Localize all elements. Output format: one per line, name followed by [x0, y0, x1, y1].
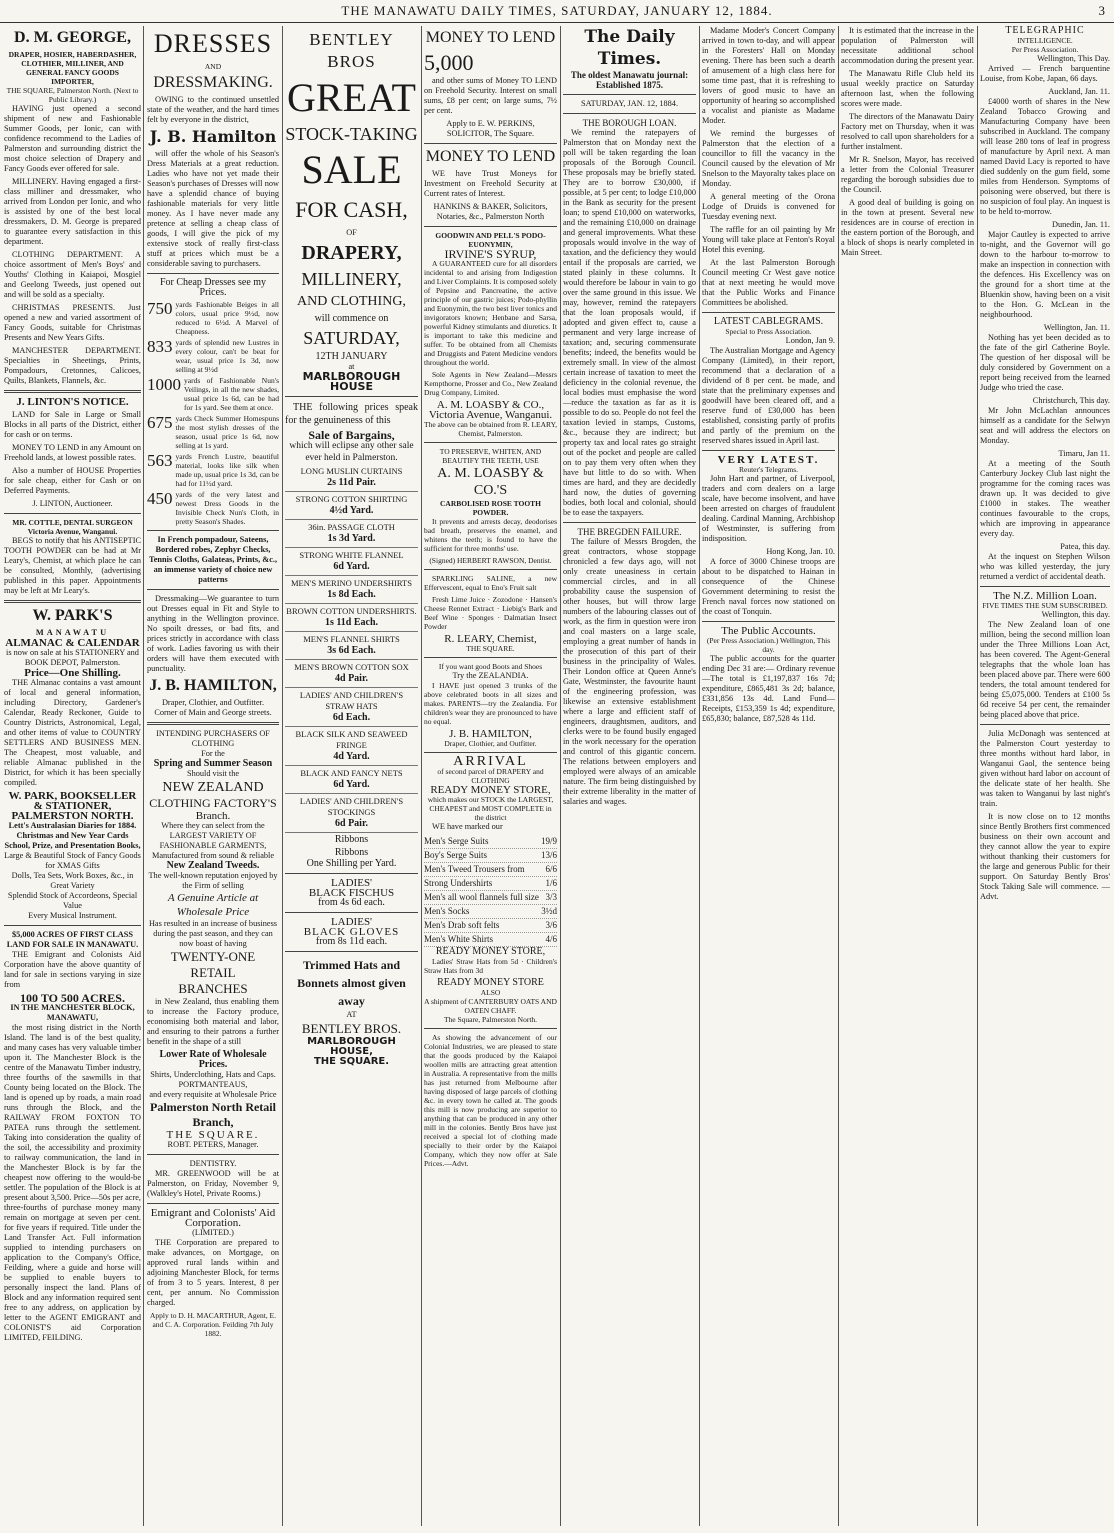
- public-accounts-sub: (Per Press Association.) Wellington, This day.: [706, 636, 831, 654]
- intend-heading: INTENDING PURCHASERS OF CLOTHING: [156, 729, 270, 748]
- masthead: [0, 0, 1114, 23]
- sale-line-price: 6d Pair.: [335, 818, 368, 829]
- price-row: [424, 919, 557, 933]
- park-cards: Christmas and New Year Cards: [16, 831, 129, 840]
- zealandia: Try the ZEALANDIA.: [452, 671, 529, 680]
- dress-item-quantity: 750: [147, 299, 173, 318]
- kaiapoi-advt: As showing the advancement of our Colonial Industries, we are pleased to state that the goods produced by the Kaiapoi woollen mills are attracting great attention in Australia. A representative from the mills has just returned from Melbourne after having disposed of large parcels of clothing &c. in every town he called at. The goods this mill is now producing are superior to anything that can be produced in any other mill in the colonies. Bently Bros have just received a special lot of clothing made specially to their order by the Kaiapoi Company, which they now offer at Sale Prices.—Advt.: [424, 1033, 557, 1168]
- column-rule: [560, 26, 561, 1526]
- george-clothing: CLOTHING DEPARTMENT. A choice assortment of Men's Boys' and Youths' Clothing in Kaiapoi, Mosgiel and Geelong Tweeds, just opened out and will be sold as a specialty.: [4, 250, 141, 299]
- daily-times-title: The Daily Times.: [584, 27, 675, 69]
- dentistry-heading: DENTISTRY.: [189, 1159, 237, 1168]
- dressmaking-heading: DRESSMAKING.: [153, 74, 273, 91]
- column-rule: [143, 26, 144, 1526]
- marked-heading: WE have marked our: [432, 822, 503, 831]
- wellington-dateline: Wellington, This Day.: [1037, 54, 1110, 63]
- col6-para-4: The raffle for an oil painting by Mr Young will take place at Fenton's Royal Hotel this evening.: [702, 225, 835, 254]
- column-2: [147, 26, 279, 1526]
- price-row: [424, 877, 557, 891]
- ready-price-list: [424, 835, 557, 947]
- drapery: DRAPERY,: [301, 242, 402, 264]
- five-times: FIVE TIMES THE SUM SUBSCRIBED.: [982, 601, 1108, 610]
- park-now: is now on sale at his STATIONERY and BOOK DEPOT, Palmerston.: [6, 648, 139, 667]
- sale-line-price: 6d Yard.: [333, 561, 370, 572]
- column-1: [4, 26, 141, 1526]
- telegraphic-pa: Per Press Association.: [1011, 45, 1079, 54]
- borough-loan-heading: THE BOROUGH LOAN.: [582, 118, 677, 128]
- arrival-body: of second parcel of DRAPERY and CLOTHING: [437, 767, 544, 785]
- oldest-journal: The oldest Manawatu journal: Established 1875.: [570, 70, 689, 90]
- fischus-price: from 4s 6d each.: [318, 897, 385, 908]
- corp-body: THE Corporation are prepared to make advances, on Mortgage, on approved rural lands within and adjoining Manchester Block, for terms of from 3 to 5 years. Interest, 8 per cent, per annum. No Commission charged.: [147, 1238, 279, 1307]
- jbh-name: J. B. HAMILTON,: [149, 677, 277, 694]
- podo-heading: GOODWIN AND PELL'S PODO-EUONYMIN,: [435, 231, 546, 249]
- price-row-item: Men's White Shirts: [424, 934, 493, 944]
- leary-square: THE SQUARE.: [466, 644, 515, 653]
- sale-line: [285, 766, 418, 794]
- also: ALSO: [480, 988, 501, 997]
- dress-item-text: yards French Lustre, beautiful material, looks like silk when made up, usual price 1s 3d, can be had for 11½d yard.: [175, 452, 279, 488]
- dress-item-text: yards of splendid new Lustres in every colour, can't be beat for wear, usual price 1s 3d, now selling at 9½d: [175, 338, 279, 374]
- park-almanac: ALMANAC & CALENDAR: [5, 637, 140, 649]
- sale-line-price: 6d Each.: [332, 712, 371, 723]
- price-row-value: 4/6: [545, 934, 557, 944]
- million-loan-heading: The N.Z. Million Loan.: [993, 590, 1097, 602]
- gloves-price: from 8s 11d each.: [315, 936, 388, 947]
- portmanteaus: PORTMANTEAUS,: [178, 1080, 248, 1089]
- ladies-2: LADIES': [330, 916, 373, 928]
- jbh-trade: Draper, Clothier, and Outfitter.: [161, 698, 265, 707]
- wellington-text: Arrived — French barquentine Louise, from Kobe, Japan, 66 days.: [980, 64, 1110, 83]
- sale-line-price: 2s 11d Pair.: [327, 477, 376, 488]
- bentley-bros: BENTLEY BROS.: [301, 1021, 402, 1036]
- spring-summer: Spring and Summer Season: [153, 758, 273, 769]
- very-latest: VERY LATEST.: [717, 454, 820, 466]
- bregden-heading: THE BREGDEN FAILURE.: [577, 527, 682, 537]
- price-row: [424, 891, 557, 905]
- ladies-1: LADIES': [330, 877, 373, 889]
- sale-line-item: MEN'S FLANNEL SHIRTS: [303, 634, 400, 644]
- for-cash: FOR CASH,: [295, 197, 408, 222]
- sale-line-price: 1s 11d Each.: [324, 617, 379, 628]
- sale-line-item: LADIES' AND CHILDREN'S STOCKINGS: [299, 796, 404, 817]
- oats-shipment: A shipment of CANTERBURY OATS AND OATEN CHAFF.: [424, 997, 557, 1015]
- dresses-body: OWING to the continued unsettled state of the weather, and the hard times felt by everyone in the district,: [147, 95, 279, 124]
- dress-item: [147, 414, 279, 450]
- christchurch-text: Mr John McLachlan announces himself as a candidate for the Selwyn seat and will address the electors on Monday.: [980, 406, 1110, 445]
- cottle-heading: MR. COTTLE, DENTAL SURGEON Victoria Avenue, Wanganui.: [12, 518, 133, 536]
- col7-para-1: It is estimated that the increase in the population of Palmerston will necessitate additional school accommodation during the present year.: [841, 26, 974, 65]
- dresses-heading: DRESSES: [153, 29, 273, 58]
- emigrant-body: THE Emigrant and Colonists Aid Corporation have the above quantity of land for sale in sections varying in size from: [4, 950, 141, 989]
- every-requisite: and every requisite at Wholesale Price: [149, 1090, 277, 1099]
- column-rule: [699, 26, 700, 1526]
- the-square: THE SQUARE.: [166, 1129, 260, 1141]
- auckland-text: £4000 worth of shares in the New Zealand Tobacco Growing and Manufacturing Company have been subscribed in Auckland. The company will lease 280 tons of leaf in progress of manufacture by April next. A man named David Lacy is reported to have died suddenly on the gum field, some miles from Henderson. Symptoms of poisoning were observed, but there is no suspicion of foul play. An inquest is to be held to-morrow.: [980, 97, 1110, 216]
- emigrant-text: the most rising district in the North Island. The land is of the best quality, and many cases has very valuable timber upon it. The Manchester Block is the centre of the Manawatu Timber industry, three fourths of the sawmills in that County being located on the Block. The land is opened up by roads, a main road runs through the Block, and the RAILWAY FROM FOXTON TO PATEA runs through the settlement. Taking into consideration the quality of the soil, the accessibility and proximity to railway communication, the land in the Manchester Block is by far the cheapest now offering to the would-be settler. The population of the Block is at present about 3,500. Price—50s per acre, three-fourths of purchase money many remain on mortgage at seven per cent. for five years if required. Title under the Land Transfer Act. Full information supplied to intending purchasers on application to the Company's Office, Feilding, where a guide and horse will be supplied to enable buyers to personally inspect the land. Plans of Block and any information required sent free to any address, on application by letter to the AGENT EMIGRANT and COLONIST'S aid Corporation LIMITED, FEILDING.: [4, 1023, 141, 1342]
- cable-sub: Special to Press Association.: [725, 327, 812, 336]
- dress-item-list: [147, 300, 279, 526]
- bently-advt: It is now close on to 12 months since Bently Brothers first commenced business on their own account and they cannot allow the year to expire without thanking their customers for the large and generous Public for their support. On Saturday Bently Bros' Stock Taking Sale will commence. —Advt.: [980, 812, 1110, 901]
- col7-para-4: Mr R. Snelson, Mayor, has received a letter from the Colonial Treasurer regarding the borough subsidies due to the Council.: [841, 155, 974, 194]
- sale-line-item: MEN'S BROWN COTTON SOX: [294, 662, 409, 672]
- george-heading: D. M. GEORGE,: [14, 29, 131, 46]
- sale-line-item: STRONG COTTON SHIRTING: [295, 494, 408, 504]
- the-square-3: THE SQUARE.: [313, 1056, 390, 1067]
- money-heading-2: MONEY TO LEND: [425, 148, 556, 165]
- hongkong-text: A force of 3000 Chinese troops are about to be dispatched to Hainan in consequence of the Chinese Government determining to resist the French naval forces now stationed on the coast of Tonquin.: [702, 557, 835, 616]
- shirts-line: Shirts, Underclothing, Hats and Caps.: [150, 1070, 276, 1079]
- sale-line-price: 1s 3d Yard.: [327, 533, 376, 544]
- boots-body: I HAVE just opened 3 trunks of the above celebrated boots in all sizes and makes. PARENTS—try the Zealandia. For children's wear they are pronounced to have no equal.: [424, 681, 557, 726]
- money-heading: MONEY TO LEND: [425, 29, 556, 46]
- sale-line: [285, 604, 418, 632]
- sale-line-price: 4d Pair.: [335, 673, 368, 684]
- dress-item-quantity: 675: [147, 413, 173, 432]
- nz-heading: NEW ZEALAND: [162, 780, 264, 795]
- auckland-dateline: Auckland, Jan. 11.: [1048, 87, 1110, 96]
- park-sub: MANAWATU: [35, 628, 110, 637]
- one-shilling: One Shilling per Yard.: [306, 858, 397, 869]
- greenwood-notice: MR. GREENWOOD will be at Palmerston, on Friday, November 9, (Walkley's Hotel, Private Rooms.): [147, 1169, 279, 1198]
- stock-taking: STOCK-TAKING: [285, 124, 418, 144]
- perkins-apply: Apply to E. W. PERKINS, SOLICITOR, The Square.: [446, 119, 535, 138]
- dress-item-quantity: 563: [147, 451, 173, 470]
- dressmaking-notice: Dressmaking—We guarantee to turn out Dresses equal in Fit and Style to anything in the Wellington province. No spoilt dresses, or bad fits, and prices strictly in accordance with class of work. Ladies favoring us with their orders will have them executed with punctuality.: [147, 594, 279, 673]
- lower-rate: Lower Rate of Wholesale Prices.: [159, 1049, 267, 1070]
- column-3: [285, 26, 418, 1526]
- linton-signature: J. LINTON, Auctioneer.: [32, 499, 113, 508]
- loasby-name: A. M. LOASBY & CO.,: [436, 399, 545, 411]
- loasby-agents: Sole Agents in New Zealand—Messrs Kempthorne, Prosser and Co., New Zealand Drug Company, Limited.: [424, 370, 557, 397]
- peters-manager: ROBT. PETERS, Manager.: [167, 1140, 259, 1149]
- leary-chemist: R. LEARY, Chemist,: [444, 633, 537, 645]
- patea-dateline: Patea, this day.: [1060, 542, 1110, 551]
- straw-hats: Ladies' Straw Hats from 5d · Children's Straw Hats from 3d: [424, 957, 557, 975]
- ribbons-2: Ribbons: [334, 847, 369, 858]
- george-manchester: MANCHESTER DEPARTMENT. Specialties in Sheetings, Prints, Pompadours, Cretonnes, Calicoes, Quilts, Blankets, Flannels, &c.: [4, 346, 141, 385]
- wellington-dateline-3: Wellington, this day.: [1041, 610, 1110, 619]
- public-accounts-text: The public accounts for the quarter ending Dec 31 are:— Ordinary revenue—The total is £1,197,837 16s 7d; expenditure, £865,481 3s 2d; balance, £331,856 13s 4d. Land Fund—Receipts, £153,359 1s 4d; expenditure, £65,830; balance, £87,528 4s 11d.: [702, 654, 835, 723]
- price-row-value: 13/6: [540, 850, 557, 860]
- telegraphic-sub: INTELLIGENCE.: [1017, 36, 1073, 45]
- timaru-text: At a meeting of the South Canterbury Jockey Club last night the programme for the coming races was drawn up. It was decided to give £1000 in stakes. The weather continues favourable to the crops, which are improving in appearance every day.: [980, 459, 1110, 538]
- sale-line-item: LADIES' AND CHILDREN'S STRAW HATS: [299, 690, 404, 711]
- sale-line-item: STRONG WHITE FLANNEL: [299, 550, 404, 560]
- loasby-address: Victoria Avenue, Wanganui.: [428, 409, 553, 421]
- park-dolls: Dolls, Tea Sets, Work Boxes, &c., in Great Variety: [11, 871, 134, 890]
- ready-money-3: READY MONEY STORE: [437, 977, 544, 988]
- park-books: School, Prize, and Presentation Books,: [4, 841, 141, 850]
- leary-note: The above can be obtained from R. LEARY, Chemist, Palmerston.: [424, 420, 557, 438]
- dress-item-quantity: 450: [147, 489, 173, 508]
- carbolised: CARBOLISED ROSE TOOTH POWDER.: [439, 499, 541, 517]
- sparkling-saline: SPARKLING SALINE, a new Effervescent, equal to Eno's Fruit salt: [424, 574, 557, 592]
- emigrant-block: IN THE MANCHESTER BLOCK, MANAWATU,: [10, 1003, 135, 1022]
- column-4: [424, 26, 557, 1526]
- sale-of-bargains: Sale of Bargains,: [308, 428, 395, 442]
- linton-land: LAND for Sale in Large or Small Blocks in all parts of the District, either for cash or on terms.: [4, 410, 141, 439]
- sale-line: [285, 632, 418, 660]
- sale-line: [285, 548, 418, 576]
- column-5: [563, 26, 696, 1526]
- reuter-heading: Reuter's Telegrams.: [738, 465, 798, 474]
- price-row-item: Men's Drab soft felts: [424, 920, 500, 930]
- following-prices: THE following prices speak for the genuineness of this: [285, 402, 418, 426]
- black-gloves: BLACK GLOVES: [303, 926, 400, 938]
- twenty-one: TWENTY-ONE RETAIL: [170, 949, 256, 980]
- black-fischus: BLACK FISCHUS: [308, 887, 395, 899]
- column-rule: [282, 26, 283, 1526]
- dress-item: [147, 452, 279, 488]
- emigrant-corp: Emigrant and Colonists' Aid Corporation.: [150, 1207, 276, 1229]
- genuine-article: A Genuine Article at Wholesale Price: [167, 892, 259, 918]
- emigrant-heading: $5,000 ACRES OF FIRST CLASS LAND FOR SALE IN MANAWATU.: [6, 930, 139, 949]
- in-nz: in New Zealand, thus enabling them to increase the Factory produce, economising both material and labor, and ensuring to their patrons a further benefit in the shape of a still: [147, 997, 279, 1046]
- col7-para-3: The directors of the Manawatu Dairy Factory met on Thursday, when it was resolved to call upon shareholders for a further instalment.: [841, 112, 974, 151]
- ready-body: which makes our STOCK the LARGEST, CHEAPEST and MOST COMPLETE in the district: [427, 795, 554, 822]
- hankins-baker: HANKINS & BAKER, Solicitors, Notaries, &c., Palmerston North: [433, 202, 548, 221]
- sale-line-price: 1s 8d Each.: [327, 589, 376, 600]
- dunedin-text: Major Cautley is expected to arrive to-night, and the Governor will go down to the harbour to-morrow to make an inspection in connection with the defences. His Excellency was on the ground for a short time at the Bluenkin show, having been on a visit to the Hon. G. McLean in the neighbourhood.: [980, 230, 1110, 319]
- dresses-body-2: will offer the whole of his Season's Dress Materials at a great reduction. Ladies who have not yet made their Season's purchases of Dresses will now have a splendid chance of buying fashionable materials for very little money. As I have never made any pretence at selling a cheap class of goods, I will give the pick of my extensive stock of really first-class stuff at prices which must be a considerable saving to purchasers.: [147, 149, 279, 268]
- price-row: [424, 863, 557, 877]
- branch-label: Branch.: [195, 810, 231, 822]
- money-amount: 5,000: [424, 50, 474, 75]
- sale-price-list: [285, 464, 418, 833]
- sale-line-item: MEN'S MERINO UNDERSHIRTS: [291, 578, 412, 588]
- apply-macarthur: Apply to D. H. MACARTHUR, Agent, E. and C. A. Corporation. Feilding 7th July 1882.: [149, 1311, 276, 1338]
- marlborough-house-2: MARLBOROUGH HOUSE,: [307, 1036, 396, 1057]
- patea-text: At the inquest on Stephen Wilson who was killed yesterday, the jury returned a verdict of accidental death.: [980, 552, 1110, 581]
- marlborough-house: MARLBOROUGH HOUSE: [302, 370, 401, 393]
- price-row-item: Men's Socks: [424, 906, 470, 916]
- sale-line: [285, 520, 418, 548]
- price-row-value: 3/3: [545, 892, 557, 902]
- sale-line: [285, 688, 418, 727]
- millinery: MILLINERY,: [301, 269, 402, 289]
- french-pompadour: In French pompadour, Sateens, Bordered robes, Zephyr Checks, Tennis Cloths, Galateas, Prints, &c., an immense variety of choice new patterns: [148, 535, 278, 584]
- money-body-2: WE have Trust Moneys for Investment on Freehold Security at Current rates of Interest.: [424, 169, 557, 198]
- dress-item: [147, 338, 279, 374]
- price-row-value: 6/6: [545, 864, 557, 874]
- price-row-item: Men's Tweed Trousers from: [424, 864, 525, 874]
- irvine-syrup: IRVINE'S SYRUP,: [444, 247, 537, 261]
- park-music: Every Musical Instrument.: [28, 911, 117, 920]
- hamilton-trade-2: Draper, Clothier, and Outfitter.: [444, 739, 537, 748]
- trimmed-hats: Trimmed Hats and Bonnets almost given away: [297, 958, 406, 1008]
- bentley-heading: BENTLEY BROS: [309, 30, 394, 71]
- masthead-title: THE MANAWATU DAILY TIMES, SATURDAY, JANUARY 12, 1884.: [341, 3, 773, 18]
- reuter-text: John Hart and partner, of Liverpool, traders and corn dealers on a large scale, have become insolvent, and have been arrested on charges of fraudulent dealing. Cardinal Manning, Archbishop of Westminster, is suffering from indisposition.: [702, 474, 835, 543]
- page-number: 3: [1098, 3, 1106, 18]
- preserve-teeth: TO PRESERVE, WHITEN, AND BEAUTIFY THE TEETH, USE: [439, 447, 542, 465]
- price-row-value: 3/6: [545, 920, 557, 930]
- and-clothing: AND CLOTHING,: [297, 294, 406, 309]
- cable-text: The Australian Mortgage and Agency Company (Limited), in their report, recommend that a declaration of a dividend of 8 per cent. be made, and state that the preliminary expenses and goodwill have been cleared off, and a reserve fund of £30,000 has been established, consisting partly of profits and partly of the premium on the reserved shares issued in April last.: [702, 346, 835, 445]
- column-rule: [421, 26, 422, 1526]
- column-8: [980, 26, 1110, 1526]
- dresses-and: AND: [204, 62, 222, 71]
- sale-line-item: LONG MUSLIN CURTAINS: [300, 466, 403, 476]
- money-body: and other sums of Money TO LEND on Freehold Security. Interest on small sums, £8 per cent; on large sums, 7½ per cent.: [424, 76, 557, 115]
- column-6: [702, 26, 835, 1526]
- jbh-address: Corner of Main and George streets.: [154, 708, 272, 717]
- sale-line-item: BROWN COTTON UNDERSHIRTS.: [286, 606, 417, 616]
- nz-tweeds: New Zealand Tweeds.: [166, 860, 260, 871]
- col6-para-5: At the last Palmerston Borough Council meeting Cr West gave notice that at next meeting he would move that the Public Works and Finance Committees be abolished.: [702, 258, 835, 307]
- branches: BRANCHES: [178, 981, 248, 996]
- sale-heading: SALE: [301, 147, 402, 192]
- sale-line-price: 6d Yard.: [333, 779, 370, 790]
- clothing-factory: CLOTHING FACTORY'S: [149, 796, 277, 810]
- limited: (LIMITED.): [192, 1228, 234, 1237]
- linton-money: MONEY TO LEND in any Amount on Freehold lands, at lowest possible rates.: [4, 443, 141, 462]
- col6-para-3: A general meeting of the Orona Lodge of Druids is convened for Tuesday evening next.: [702, 192, 835, 221]
- of-label: OF: [346, 228, 357, 237]
- sale-date: 12TH JANUARY: [315, 351, 388, 362]
- wellington-text-2: Nothing has yet been decided as to the fate of the girl Catherine Boyle. The question of her disposal will be duly considered by Government on a report being received from the learned Judge who tried the case.: [980, 333, 1110, 392]
- column-7: [841, 26, 974, 1526]
- wellington-dateline-2: Wellington, Jan. 11.: [1043, 323, 1110, 332]
- george-body: HAVING just opened a second shipment of new and Fashionable Summer Goods, per Ionic, can with confidence recommend to the Ladies of Palmerston and surrounding district the most choice selection of Drapery and Fancy Goods ever offered for sale.: [4, 104, 141, 173]
- linton-house: Also a number of HOUSE Properties for sale cheap, either for Cash or on Deferred Payments.: [4, 466, 141, 495]
- irvine-body: A GUARANTEED cure for all disorders incidental to and arising from Indigestion and Liver Complaints. It is composed solely of Pepsine and Pancreatine, the active principle of our gastric juices; Podo-phyllin and Euonymin, the two best liver tonics and invigorators known; Henbane and Sarsa, powerful Kidney stimulants and diuretics. It is important to take this medicine and suffer. To be obtained from all Chemists and Druggists and Patent Medicine vendors throughout the world.: [424, 259, 557, 367]
- ribbons-1: Ribbons: [334, 834, 369, 845]
- dress-item-text: yards Fashionable Beiges in all colors, usual price 9½d, now reduced to 6½d. A Marvel of Cheapness.: [175, 300, 279, 336]
- bregden-text: The failure of Messrs Brogden, the great contractors, whose stoppage chronicled a few days ago, will not only create uneasiness in certain commercial circles, and in all probability cause the suspension of other houses, but will throw large numbers of the labouring classes out of work, as the firm in question were iron and coal masters on a large scale, employing a great number of hands in the prosecution of this part of their business in the principality of Wales. Their London office at Queen Anne's Gate, Westminster, the favourite haunt of the engineering profession, was likewise an extensive establishment where a large and efficient staff of engineers, draughtsmen, auditors, and clerks were to be found busily engaged in the work necessary for the operation and control of this gigantic concern. The relations between employers and employed were always of an amicable nature. The firm being distinguished by their extreme liberality in the matter of salaries and wages.: [563, 537, 696, 806]
- dress-item-text: yards of the very latest and newest Dress Goods in the Invisible Check Nun's Cloth, in pretty Season's Shades.: [175, 490, 279, 526]
- telegraphic-heading: TELEGRAPHIC: [1005, 26, 1085, 36]
- at-label-2: AT: [346, 1010, 357, 1019]
- cottle-body: BEGS to notify that his ANTISEPTIC TOOTH POWDER can be had at Mr Leary's, Chemist, at which place he can be consulted, Monthly, (advertising published in this paper. Appointments may be left at Mr Leary's.: [4, 536, 141, 595]
- col6-para-1: Madame Moder's Concert Company arrived in town to-day, and will appear in the Foresters' Hall on Monday evening. There has been such a dearth of amusement of a high class here for some time past, that it is refreshing to lovers of good music to have an opportunity of hearing so accomplished a vocalist and pianiste as Madame Moder.: [702, 26, 835, 125]
- at-label: at: [348, 362, 355, 371]
- dress-item-text: yards of Fashionable Nun's Veilings, in all the new shades, usual price 1s 6d, can be had for 1s yard. See them at once.: [184, 376, 279, 412]
- column-rule: [838, 26, 839, 1526]
- price-row: [424, 835, 557, 849]
- george-xmas: CHRISTMAS PRESENTS. Just opened a new and varied assortment of Fancy Goods, suitable for Christmas Presents and New Years Gifts.: [4, 303, 141, 342]
- sundries: Fresh Lime Juice · Zozodone · Hansen's Cheese Rennet Extract · Liebig's Bark and Beef Wine · Sponges · Dalmatian Insect Powder: [424, 595, 557, 631]
- price-row-item: Men's all wool flannels full size: [424, 892, 539, 902]
- well-known: The well-known reputation enjoyed by the Firm of selling: [148, 871, 278, 890]
- carbolised-body: It prevents and arrests decay, deodorises bad breath, preserves the enamel, and whitens the teeth; is found to have the sufficient for three months' use.: [424, 517, 557, 553]
- timaru-dateline: Timaru, Jan 11.: [1058, 449, 1110, 458]
- park-price: Price—One Shilling.: [24, 667, 121, 679]
- dress-item: [147, 376, 279, 412]
- ready-money-2: READY MONEY STORE,: [435, 946, 546, 957]
- arrival-heading: ARRIVAL: [453, 754, 528, 769]
- george-millinery: MILLINERY. Having engaged a first-class milliner and dressmaker, who arrived from London per Ionic, and who is assisted by one of the best local dressmakers, D. M. George is prepared to guarantee every satisfaction in this department.: [4, 177, 141, 246]
- price-row: [424, 905, 557, 919]
- eclipse-text: which will eclipse any other sale ever held in Palmerston.: [289, 441, 414, 463]
- million-loan-text: The New Zealand loan of one million, being the second million loan under the Three Millions Loan Act, has been covered. The Agent-General telegraphs that the whole loan has been placed above par. There were 600 tenders, the total amount tendered for being £5,075,000. Tenders at £100 5s 6d receive 54 per cent, the remainder being placed above that price.: [980, 620, 1110, 719]
- linton-heading: J. LINTON'S NOTICE.: [16, 396, 129, 408]
- sale-line: [285, 794, 418, 833]
- dress-item: [147, 300, 279, 336]
- palmerston-branch: Palmerston North Retail Branch,: [150, 1100, 276, 1129]
- george-address: THE SQUARE, Palmerston North. (Next to Public Library.): [6, 86, 139, 104]
- loasby-name-2: A. M. LOASBY & CO.'S: [437, 466, 544, 498]
- park-accordeons: Splendid Stock of Accordeons, Special Value: [7, 891, 138, 910]
- for-the: For the: [201, 749, 225, 758]
- sale-line: [285, 464, 418, 492]
- palmerston-square: The Square, Palmerston North.: [443, 1015, 538, 1024]
- ready-money: READY MONEY STORE,: [430, 784, 551, 796]
- cable-heading: LATEST CABLEGRAMS.: [713, 316, 824, 327]
- will-commence: will commence on: [314, 313, 389, 324]
- emigrant-acres: 100 TO 500 ACRES.: [20, 991, 125, 1005]
- george-trade: DRAPER, HOSIER, HABERDASHER, CLOTHIER, MILLINER, AND GENERAL FANCY GOODS IMPORTER,: [8, 50, 137, 86]
- issue-date: SATURDAY, JAN. 12, 1884.: [580, 99, 679, 108]
- price-row: [424, 849, 557, 863]
- sale-line: [285, 727, 418, 766]
- boots-heading: If you want good Boots and Shoes: [438, 662, 543, 671]
- sale-line-price: 4½d Yard.: [329, 505, 374, 516]
- col6-para-2: We remind the burgesses of Palmerston that the election of a councillor to fill the vacancy in the Council caused by the elevation of Mr Snelson to the Mayoralty takes place on Monday.: [702, 129, 835, 188]
- cheap-heading: For Cheap Dresses see my Prices.: [159, 277, 267, 298]
- price-row-value: 19/9: [540, 836, 557, 846]
- park-body: THE Almanac contains a vast amount of local and general information, including Directory, Gardener's Calendar, Ready Reckoner, Guide to Country Districts, Astronomical, Legal, and other items of value to COUNTRY SETTLERS AND BUSINESS MEN. The Cheapest, most valuable, and reliable Almanac published in the District, for which it has been specially compiled.: [4, 678, 141, 787]
- hamilton-name-2: J. B. HAMILTON,: [449, 728, 532, 740]
- borough-loan-text: We remind the ratepayers of Palmerston that on Monday next the poll will be taken regarding the loan proposals of the Borough Council. These proposals may be briefly stated. They are to borrow £30,000, if possible, at 5 per cent; to lodge £10,000 in the Bank as security for the present loan; to spend £10,000 on waterworks, and the remaining £10,000 on drainage and general improvements. What these proposals would involve in the way of taxation, and the deficiency they would entail if the proposals are carried, we stated plainly in these columns. It would therefore be labour in vain to go over the same ground in this issue. We may, however, remind the ratepayers that the loan proposals would, if adopted and given effect to, cause a permanent and very large increase of taxation; and, securing commensurate benefits; indeed, the benefits would be extremely small. In view of the almost certain increase of taxation to meet the deficiency in the colonial revenue, the local bodies must emphasise the word—reduce the taxation as far as it is possible to do so. People do not feel the taxation levied in stamps, Customs, &c., because they are indirect; but property tax and local rates go straight out of the pocket and people are called on to pay them very often when they have but little to do so with. When times are hard, and they are decidedly hard now, the duties of governing bodies, both local and colonial, should be to ease the taxpayers.: [563, 128, 696, 517]
- sale-line: [285, 576, 418, 604]
- park-bookseller: W. PARK, BOOKSELLER & STATIONER, PALMERSTON NORTH.: [8, 790, 137, 822]
- col7-para-2: The Manawatu Rifle Club held its usual weekly practice on Saturday afternoon last, when the following scores were made.: [841, 69, 974, 108]
- resulted: Has resulted in an increase of business during the past season, and they can now boast of having: [148, 919, 278, 948]
- public-accounts-heading: The Public Accounts.: [721, 625, 816, 637]
- col7-para-5: A good deal of building is going on in the town at present. Several new residences are in course of erection in the eastern portion of the Borough, and a block of shops is nearly completed in Main Street.: [841, 198, 974, 257]
- should-visit: Should visit the: [186, 769, 240, 778]
- dress-item-text: yards Check Summer Homespuns the most stylish dresses of the season, usual price 1s 6d, now selling at 1s yard.: [175, 414, 279, 450]
- sale-line-item: BLACK SILK AND SEAWEED FRINGE: [295, 729, 408, 750]
- price-row-value: 1/6: [545, 878, 557, 888]
- sale-line: [285, 660, 418, 688]
- christchurch-dateline: Christchurch, This day.: [1032, 396, 1110, 405]
- mcdonagh-text: Julia McDonagh was sentenced at the Palmerston Court yesterday to three months without hard labor, in Wanganui Gaol, the sentence being given without hard labor on account of the delicate state of her health. She was taken to Wanganui by last night's train.: [980, 729, 1110, 808]
- sale-line-price: 3s 6d Each.: [327, 645, 376, 656]
- price-row-item: Strong Undershirts: [424, 878, 493, 888]
- price-row-value: 3½d: [541, 906, 557, 916]
- hongkong-dateline: Hong Kong, Jan. 10.: [766, 547, 835, 556]
- dress-item-quantity: 1000: [147, 375, 181, 394]
- price-row-item: Men's Serge Suits: [424, 836, 489, 846]
- price-row-item: Boy's Serge Suits: [424, 850, 487, 860]
- rawson: (Signed) HERBERT RAWSON, Dentist.: [429, 556, 552, 565]
- sale-line: [285, 492, 418, 520]
- dress-item-quantity: 833: [147, 337, 173, 356]
- sale-line-price: 4d Yard.: [333, 751, 370, 762]
- dunedin-dateline: Dunedin, Jan. 11.: [1052, 220, 1110, 229]
- cable-london: London, Jan 9.: [785, 336, 835, 345]
- park-diaries: Lett's Australasian Diaries for 1884.: [8, 821, 137, 830]
- sale-line-item: 36in. PASSAGE CLOTH: [308, 522, 395, 532]
- sale-line-item: BLACK AND FANCY NETS: [300, 768, 403, 778]
- park-gifts: Large & Beautiful Stock of Fancy Goods for XMAS Gifts: [4, 851, 141, 870]
- park-heading: W. PARK'S: [32, 607, 113, 624]
- price-row: [424, 933, 557, 947]
- dress-item: [147, 490, 279, 526]
- hamilton-name: J. B. Hamilton: [149, 127, 277, 146]
- where-select: Where they can select from the LARGEST VARIETY OF FASHIONABLE GARMENTS, Manufactured from sound & reliable: [151, 821, 275, 860]
- great-heading: GREAT: [287, 75, 416, 120]
- saturday: SATURDAY,: [303, 328, 400, 348]
- column-rule: [977, 26, 978, 1526]
